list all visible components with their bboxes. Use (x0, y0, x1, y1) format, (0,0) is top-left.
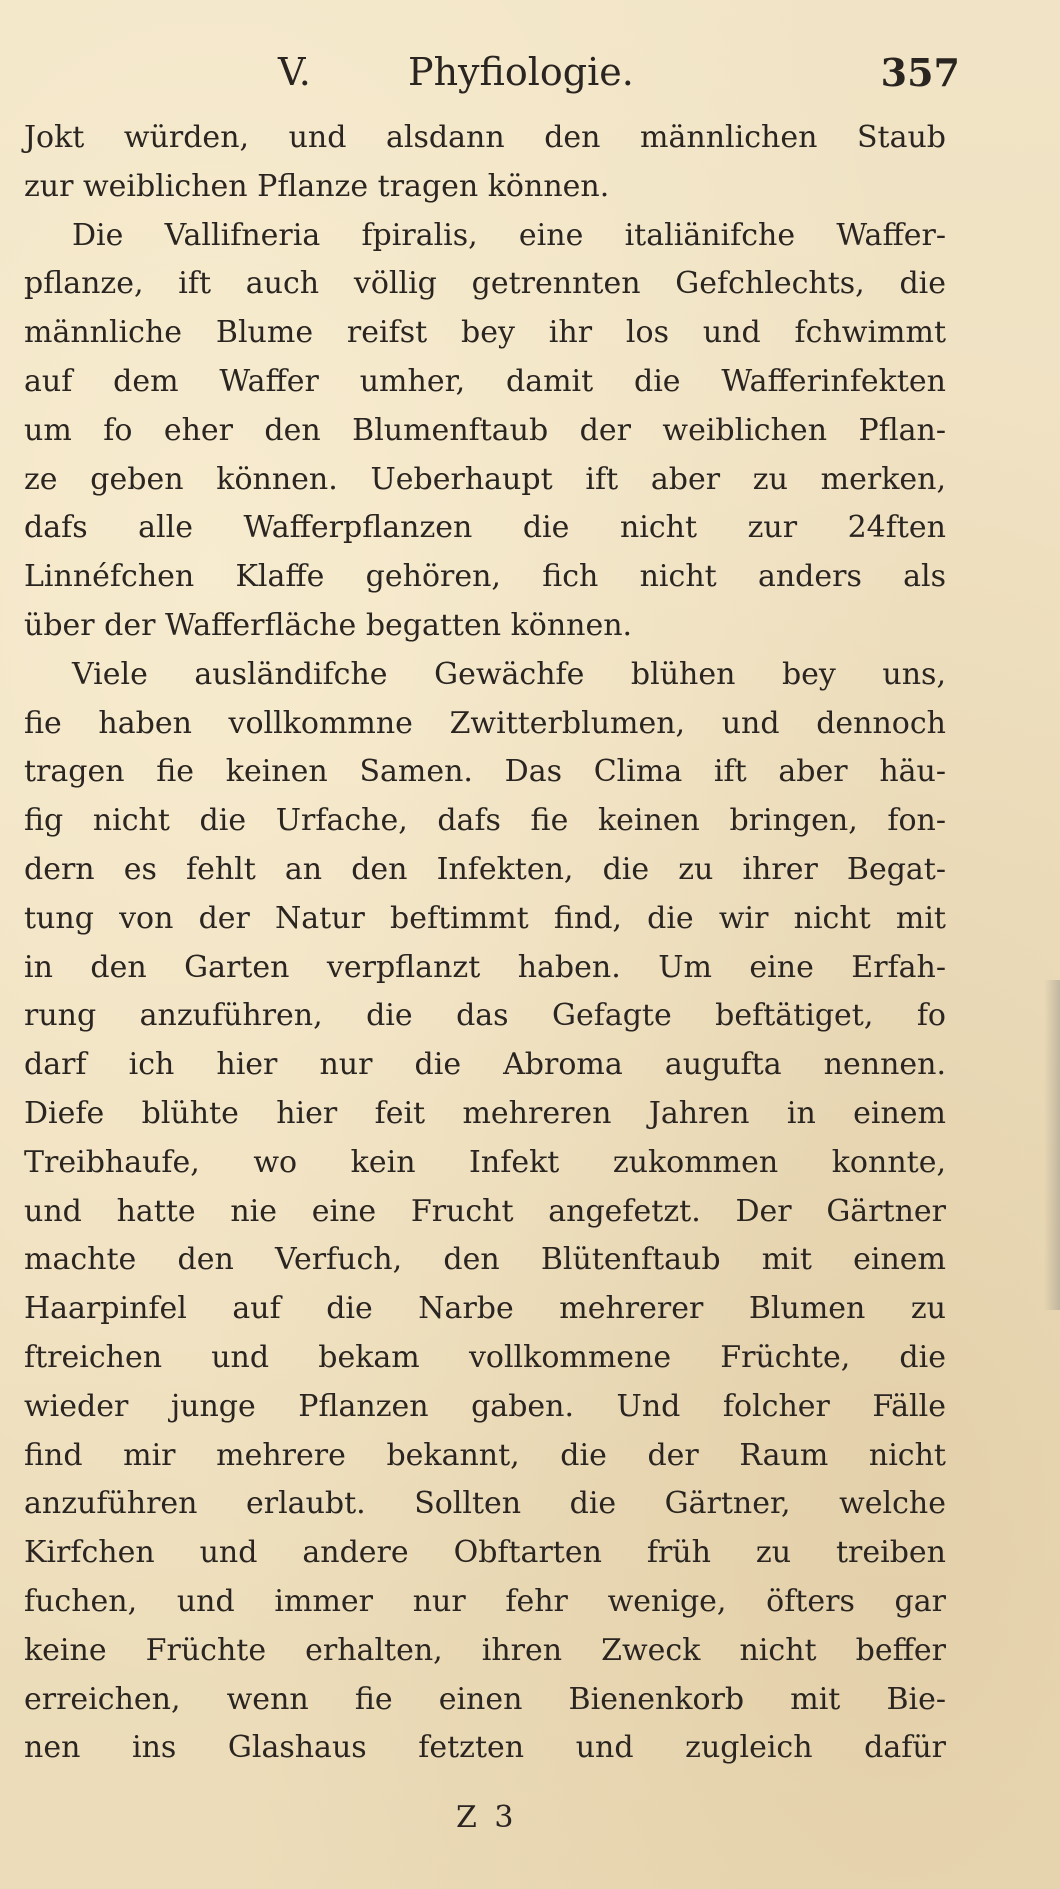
text-line: ze geben können. Ueberhaupt ift aber zu merken, (24, 461, 946, 497)
page-number: 357 (880, 50, 960, 95)
text-line: fuchen, und immer nur fehr wenige, öfters gar (24, 1583, 946, 1619)
text-line: machte den Verfuch, den Blütenftaub mit einem (24, 1242, 946, 1278)
text-line: auf dem Waffer umher, damit die Wafferinfekten (24, 363, 946, 399)
text-line: ftreichen und bekam vollkommene Früchte, die (24, 1339, 946, 1375)
text-line: darf ich hier nur die Abroma augufta nennen. (24, 1047, 946, 1083)
text-line: zur weiblichen Pflanze tragen können. (24, 168, 610, 204)
text-line: tragen fie keinen Samen. Das Clima ift aber häu- (24, 754, 946, 790)
text-line: Diefe blühte hier feit mehreren Jahren in einem (24, 1095, 946, 1131)
text-line: wieder junge Pflanzen gaben. Und folcher Fälle (24, 1388, 946, 1424)
text-line: anzuführen erlaubt. Sollten die Gärtner, welche (24, 1486, 946, 1522)
text-line: find mir mehrere bekannt, die der Raum nicht (24, 1437, 946, 1473)
text-line: Haarpinfel auf die Narbe mehrerer Blumen zu (24, 1291, 946, 1327)
text-line: Kirfchen und andere Obftarten früh zu treiben (24, 1535, 946, 1571)
text-line: rung anzuführen, die das Gefagte beftätiget, fo (24, 998, 946, 1034)
text-line: Die Vallifneria fpiralis, eine italiänifche Waffer- (72, 217, 946, 253)
text-line: dafs alle Wafferpflanzen die nicht zur 24ften (24, 510, 946, 546)
text-line: fig nicht die Urfache, dafs fie keinen bringen, fon- (24, 803, 946, 839)
text-line: erreichen, wenn fie einen Bienenkorb mit Bie- (24, 1681, 946, 1717)
text-line: keine Früchte erhalten, ihren Zweck nicht beffer (24, 1632, 946, 1668)
running-title: Phyfiologie. (408, 50, 634, 94)
text-line: und hatte nie eine Frucht angefetzt. Der Gärtner (24, 1193, 946, 1229)
text-line: tung von der Natur beftimmt find, die wir nicht mit (24, 900, 946, 936)
text-line: über der Wafferfläche begatten können. (24, 607, 633, 643)
text-line: pflanze, ift auch völlig getrennten Gefchlechts, die (24, 266, 946, 302)
text-line: Treibhaufe, wo kein Infekt zukommen konnte, (24, 1144, 946, 1180)
page-edge-shadow (1044, 980, 1060, 1310)
text-line: dern es fehlt an den Infekten, die zu ihrer Begat- (24, 851, 946, 887)
text-line: männliche Blume reifst bey ihr los und fchwimmt (24, 315, 946, 351)
text-line: nen ins Glashaus fetzten und zugleich dafür (24, 1730, 946, 1766)
text-line: Jokt würden, und alsdann den männlichen Staub (24, 120, 946, 155)
running-header (270, 50, 960, 110)
signature-mark: Z 3 (456, 1800, 518, 1835)
text-line: fie haben vollkommne Zwitterblumen, und dennoch (24, 705, 946, 741)
section-number: V. (278, 50, 311, 94)
text-line: Linnéfchen Klaffe gehören, fich nicht anders als (24, 559, 946, 595)
body-text (24, 114, 946, 1773)
text-line: Viele ausländifche Gewächfe blühen bey uns, (72, 656, 946, 692)
text-line: um fo eher den Blumenftaub der weiblichen Pflan- (24, 412, 946, 448)
text-line: in den Garten verpflanzt haben. Um eine Erfah- (24, 949, 946, 985)
